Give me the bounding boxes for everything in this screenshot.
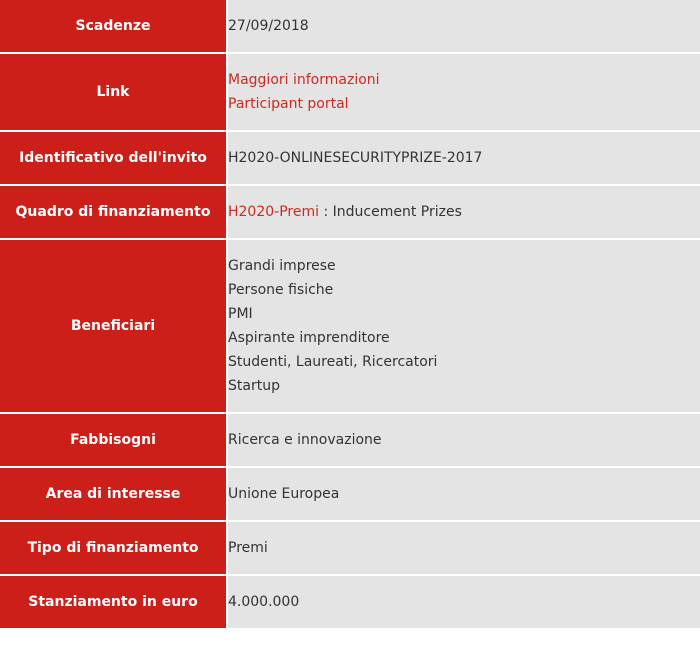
row-tipo: [0, 522, 700, 576]
row-scadenze: [0, 0, 700, 54]
row-fabbisogni: [0, 414, 700, 468]
beneficiary-item: Grandi imprese: [228, 258, 336, 274]
quadro-type: Inducement Prizes: [332, 204, 462, 220]
value-scadenze: 27/09/2018: [228, 0, 700, 54]
beneficiary-item: Aspirante imprenditore: [228, 330, 390, 346]
label-link: Link: [0, 54, 226, 132]
label-quadro: Quadro di finanziamento: [0, 186, 226, 240]
row-quadro: [0, 186, 700, 240]
value-link: [228, 54, 700, 132]
row-identificativo: [0, 132, 700, 186]
row-area: [0, 468, 700, 522]
participant-portal-link[interactable]: Participant portal: [228, 96, 349, 112]
beneficiary-item: Startup: [228, 378, 280, 394]
value-stanziamento: 4.000.000: [228, 576, 700, 630]
row-beneficiari: [0, 240, 700, 414]
label-beneficiari: Beneficiari: [0, 240, 226, 414]
label-area: Area di interesse: [0, 468, 226, 522]
beneficiary-item: PMI: [228, 306, 253, 322]
value-fabbisogni: Ricerca e innovazione: [228, 414, 700, 468]
h2020-premi-link[interactable]: H2020-Premi: [228, 204, 319, 220]
value-area: Unione Europea: [228, 468, 700, 522]
label-stanziamento: Stanziamento in euro: [0, 576, 226, 630]
beneficiary-item: Persone fisiche: [228, 282, 334, 298]
value-identificativo: H2020-ONLINESECURITYPRIZE-2017: [228, 132, 700, 186]
maggiori-informazioni-link[interactable]: Maggiori informazioni: [228, 72, 380, 88]
quadro-separator: :: [319, 204, 333, 220]
row-link: [0, 54, 700, 132]
label-scadenze: Scadenze: [0, 0, 226, 54]
label-tipo: Tipo di finanziamento: [0, 522, 226, 576]
value-quadro: [228, 186, 700, 240]
value-tipo: Premi: [228, 522, 700, 576]
value-beneficiari: [228, 240, 700, 414]
label-identificativo: Identificativo dell'invito: [0, 132, 226, 186]
beneficiary-item: Studenti, Laureati, Ricercatori: [228, 354, 438, 370]
label-fabbisogni: Fabbisogni: [0, 414, 226, 468]
row-stanziamento: [0, 576, 700, 630]
